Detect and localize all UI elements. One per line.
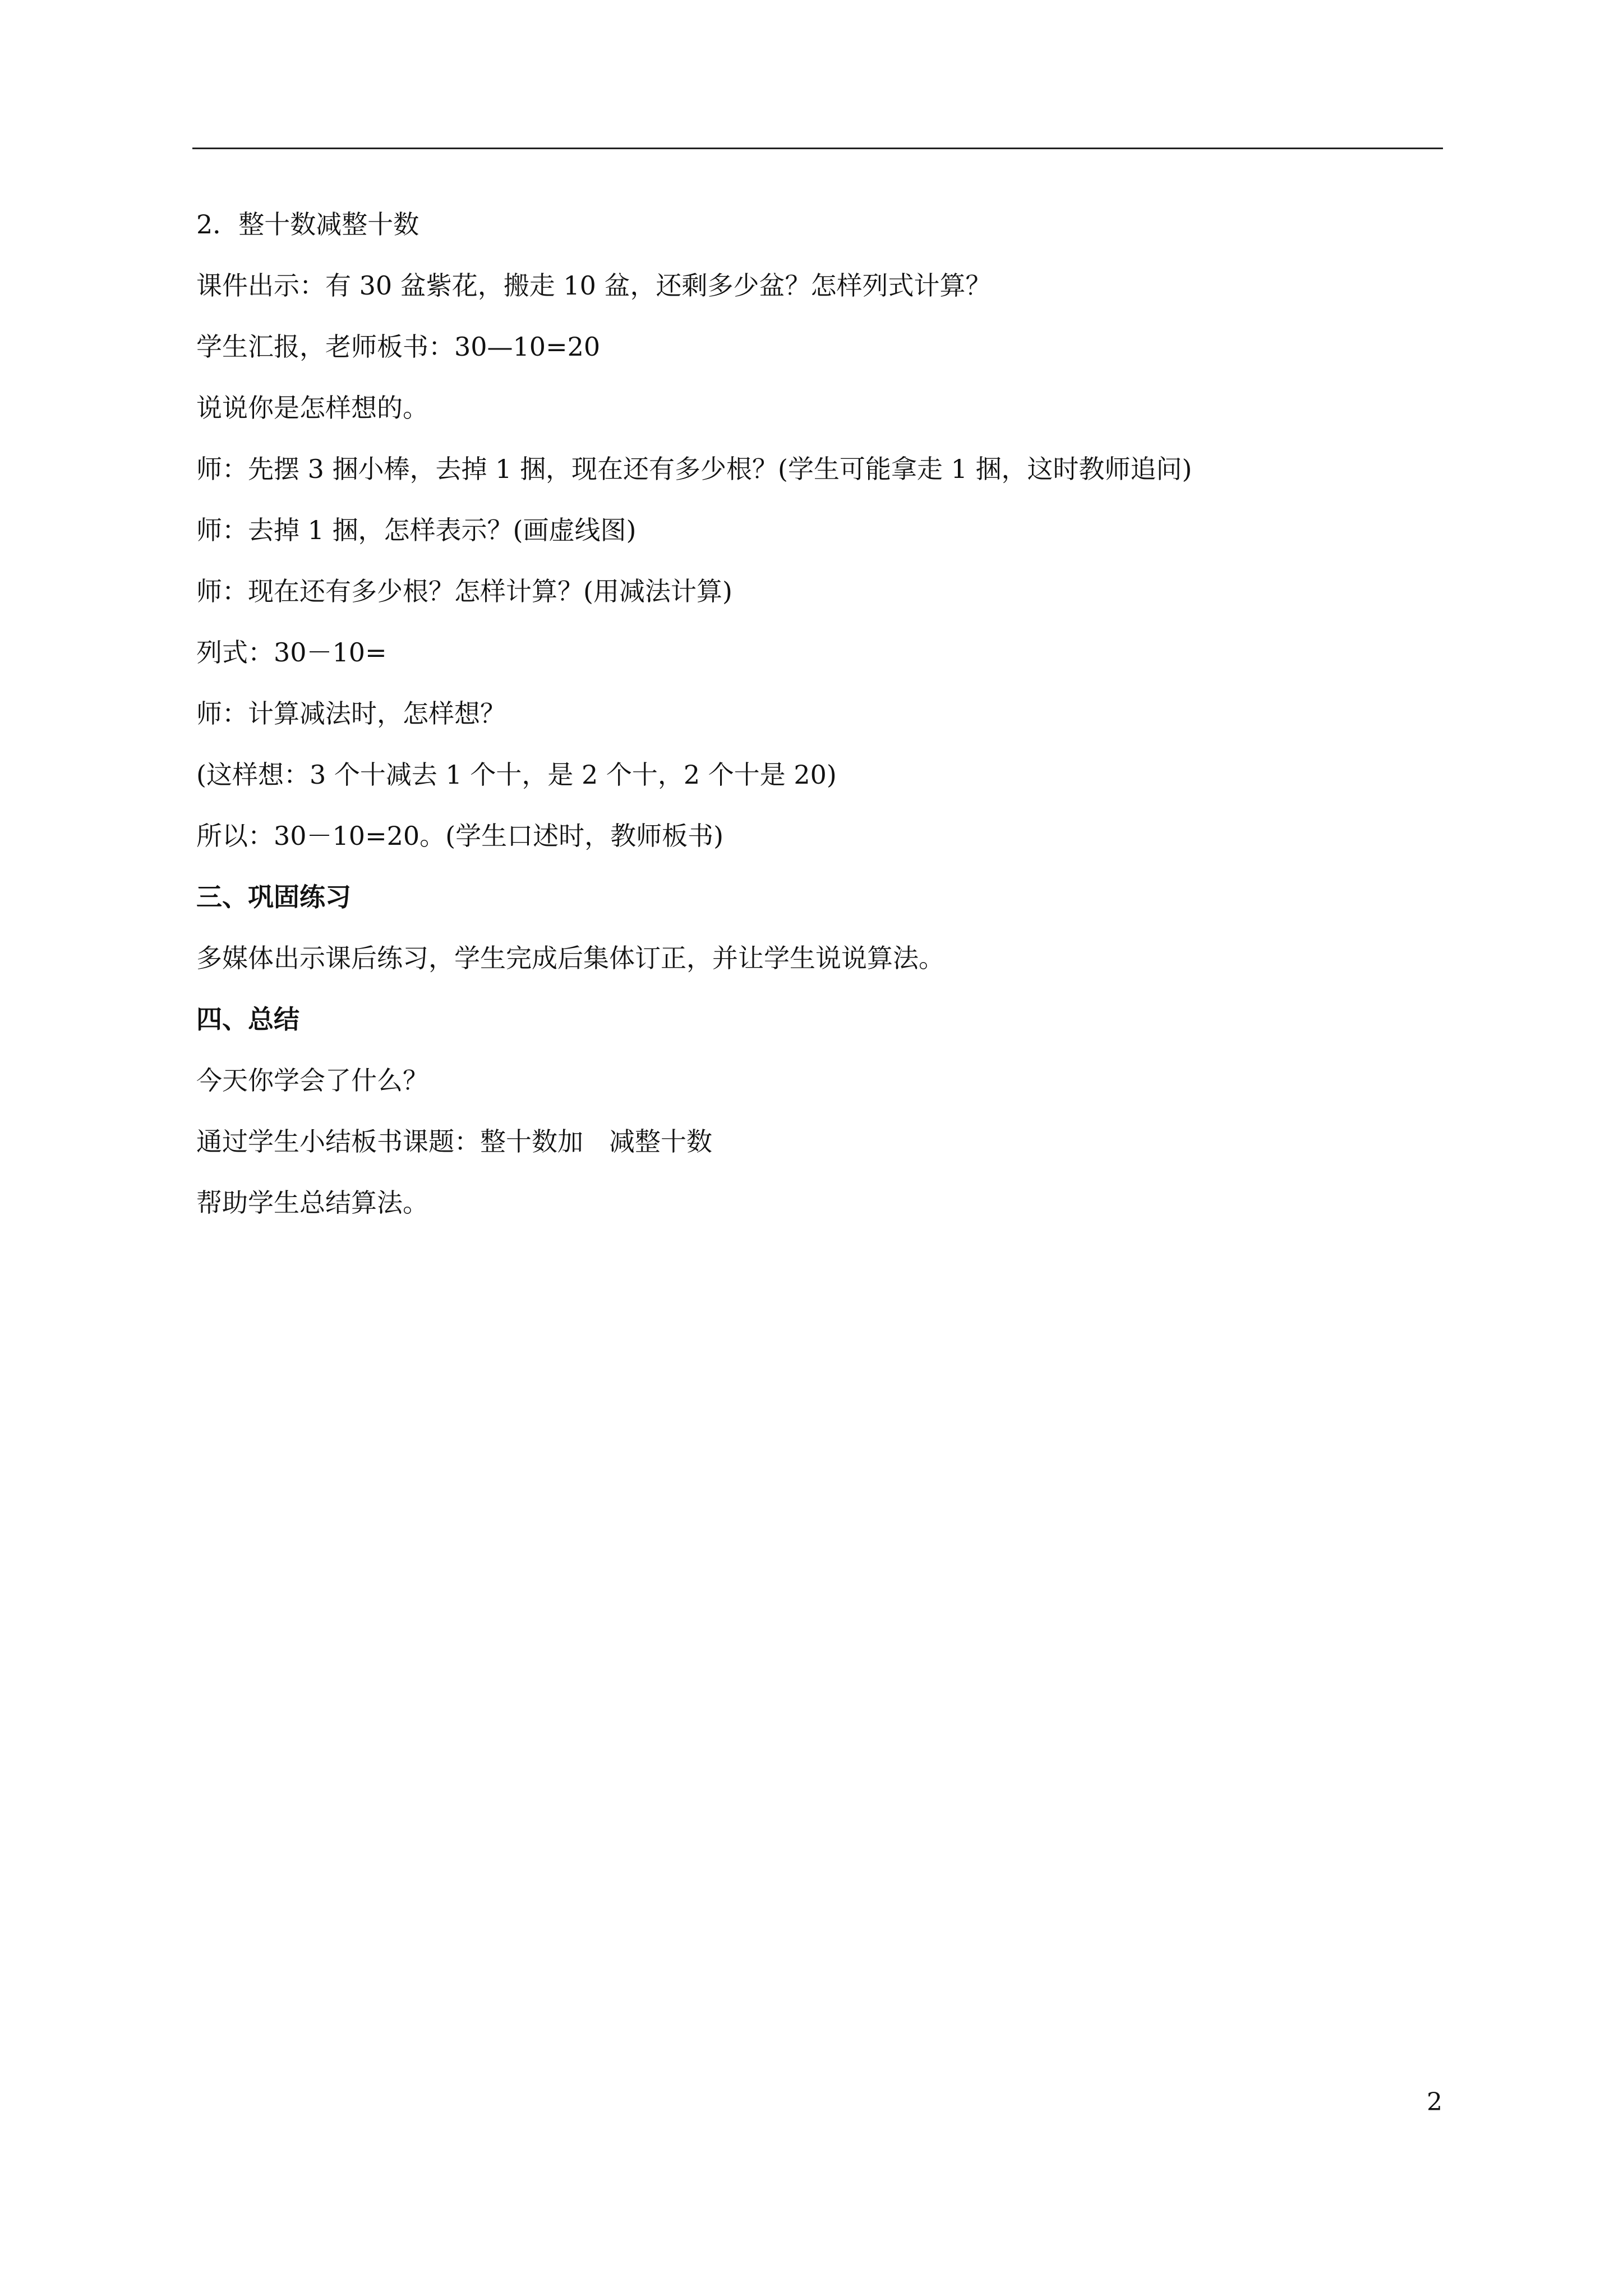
teacher-line-sticks: 师：先摆 3 捆小棒，去掉 1 捆，现在还有多少根？(学生可能拿走 1 捆，这时教师追问) — [196, 454, 1192, 484]
subsection-heading: 2．整十数减整十数 — [196, 209, 419, 240]
courseware-prompt: 课件出示：有 30 盆紫花，搬走 10 盆，还剩多少盆？怎样列式计算？ — [196, 270, 992, 301]
reasoning-line: (这样想：3 个十减去 1 个十，是 2 个十，2 个十是 20) — [196, 760, 837, 790]
teacher-line-represent: 师：去掉 1 捆，怎样表示？(画虚线图) — [196, 515, 637, 545]
summary-topic: 通过学生小结板书课题：整十数加 减整十数 — [196, 1126, 712, 1157]
section-heading-practice: 三、巩固练习 — [196, 882, 351, 912]
section-heading-summary: 四、总结 — [196, 1004, 299, 1034]
conclusion-line: 所以：30－10=20。(学生口述时，教师板书) — [196, 821, 724, 851]
summary-question: 今天你学会了什么？ — [196, 1065, 428, 1096]
teacher-line-think: 师：计算减法时，怎样想？ — [196, 698, 506, 729]
page-number: 2 — [1427, 2088, 1442, 2116]
header-rule — [192, 148, 1443, 149]
practice-text: 多媒体出示课后练习，学生完成后集体订正，并让学生说说算法。 — [196, 943, 944, 973]
student-report: 学生汇报，老师板书：30—10=20 — [196, 332, 601, 362]
document-body — [196, 208, 1430, 1247]
think-prompt: 说说你是怎样想的。 — [196, 393, 428, 423]
teacher-line-calculate: 师：现在还有多少根？怎样计算？(用减法计算) — [196, 576, 732, 606]
equation-line: 列式：30－10= — [196, 637, 387, 668]
summary-closing: 帮助学生总结算法。 — [196, 1188, 428, 1218]
